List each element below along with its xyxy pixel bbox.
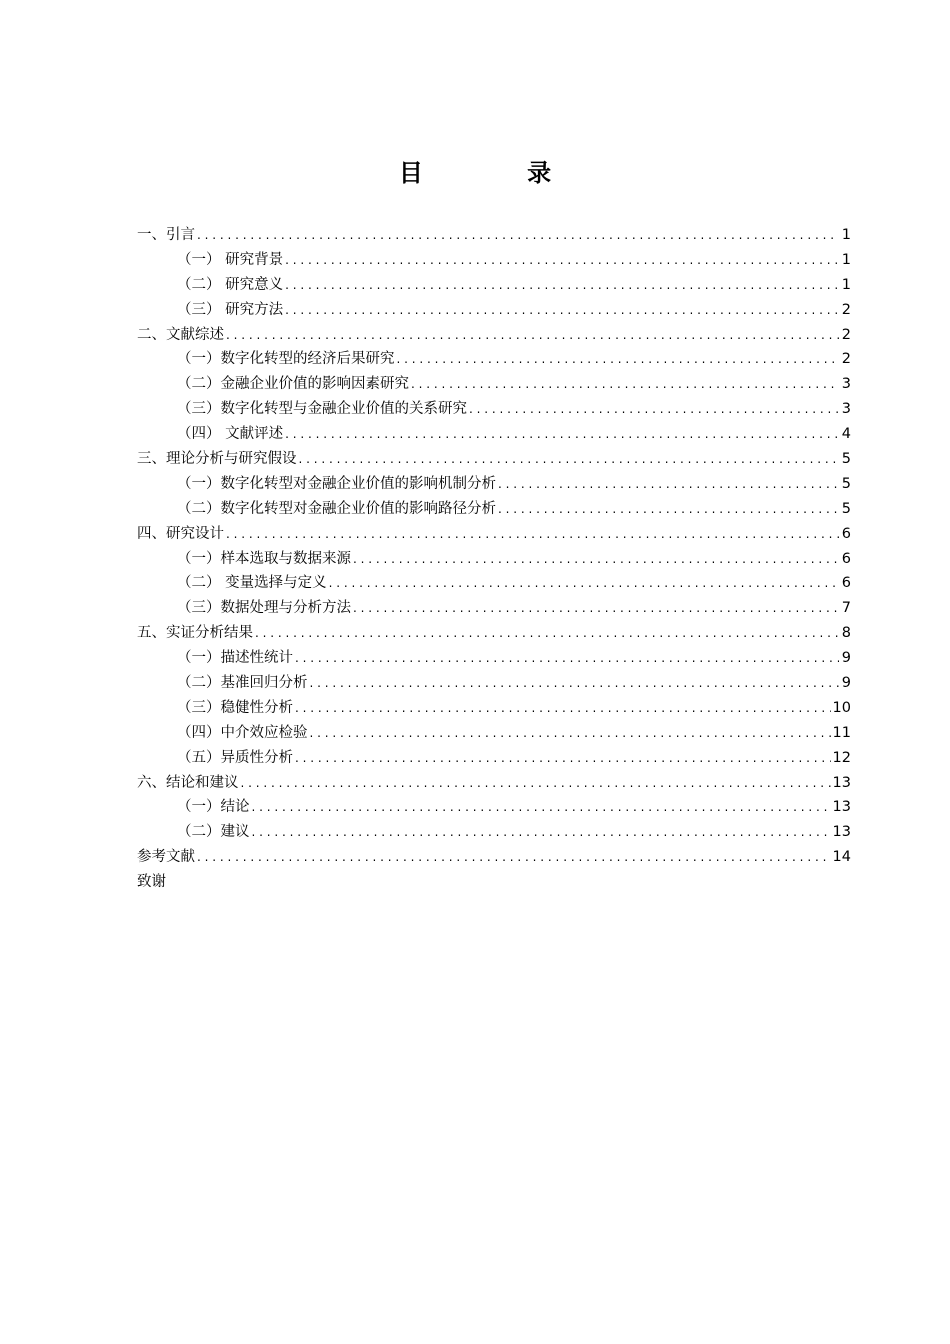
toc-entry-page-number: 7 bbox=[841, 600, 851, 617]
toc-entry-label: 三、理论分析与研究假设 bbox=[137, 451, 297, 468]
toc-entry-page-number: 2 bbox=[841, 301, 851, 318]
dot-leader bbox=[252, 820, 831, 845]
toc-entry-page-number: 13 bbox=[832, 824, 851, 841]
dot-leader bbox=[285, 248, 839, 273]
toc-entry-label: 五、实证分析结果 bbox=[137, 625, 253, 642]
toc-entry-label: （一）数字化转型对金融企业价值的影响机制分析 bbox=[177, 475, 496, 492]
dot-leader bbox=[226, 323, 839, 348]
toc-entry-label: （二） 变量选择与定义 bbox=[177, 575, 327, 592]
toc-entry-label: （三）数据处理与分析方法 bbox=[177, 600, 351, 617]
dot-leader bbox=[310, 721, 831, 746]
toc-entry[interactable] bbox=[137, 522, 851, 547]
toc-entry[interactable] bbox=[137, 248, 851, 273]
toc-entry-page-number: 3 bbox=[841, 376, 851, 393]
dot-leader bbox=[197, 223, 839, 248]
toc-entry-page-number: 9 bbox=[841, 650, 851, 667]
dot-leader bbox=[310, 671, 840, 696]
toc-entry-page-number: 9 bbox=[841, 675, 851, 692]
toc-entry[interactable] bbox=[137, 820, 851, 845]
toc-entry-label: （二）建议 bbox=[177, 824, 250, 841]
dot-leader bbox=[285, 298, 839, 323]
toc-entry-label: 四、研究设计 bbox=[137, 525, 224, 542]
toc-entry[interactable] bbox=[137, 795, 851, 820]
dot-leader bbox=[285, 273, 839, 298]
toc-entry-label: （二）数字化转型对金融企业价值的影响路径分析 bbox=[177, 500, 496, 517]
toc-entry[interactable] bbox=[137, 845, 851, 870]
dot-leader bbox=[226, 522, 839, 547]
dot-leader bbox=[295, 646, 839, 671]
toc-entry-label: （五）异质性分析 bbox=[177, 749, 293, 766]
toc-entry-page-number: 12 bbox=[832, 749, 851, 766]
toc-entry-page-number: 3 bbox=[841, 401, 851, 418]
dot-leader bbox=[197, 845, 831, 870]
toc-entry[interactable] bbox=[137, 696, 851, 721]
toc-entry-page-number: 5 bbox=[841, 451, 851, 468]
toc-entry-page-number: 2 bbox=[841, 351, 851, 368]
toc-entry-page-number: 14 bbox=[832, 849, 851, 866]
toc-entry-label: （一）数字化转型的经济后果研究 bbox=[177, 351, 395, 368]
toc-entry[interactable] bbox=[137, 547, 851, 572]
toc-entry-page-number: 4 bbox=[841, 426, 851, 443]
dot-leader bbox=[295, 746, 831, 771]
toc-entry-label: 六、结论和建议 bbox=[137, 774, 239, 791]
toc-entry[interactable] bbox=[137, 646, 851, 671]
toc-entry[interactable] bbox=[137, 273, 851, 298]
dot-leader bbox=[469, 397, 839, 422]
toc-entry[interactable] bbox=[137, 671, 851, 696]
toc-entry-label: （一）描述性统计 bbox=[177, 650, 293, 667]
dot-leader bbox=[329, 571, 839, 596]
toc-entry[interactable] bbox=[137, 372, 851, 397]
dot-leader bbox=[295, 696, 831, 721]
toc-entry[interactable] bbox=[137, 223, 851, 248]
toc-entry-label: （三）稳健性分析 bbox=[177, 699, 293, 716]
toc-entry-page-number: 6 bbox=[841, 525, 851, 542]
toc-entry-page-number: 2 bbox=[841, 326, 851, 343]
toc-entry-page-number: 5 bbox=[841, 475, 851, 492]
dot-leader bbox=[353, 547, 839, 572]
toc-entry[interactable] bbox=[137, 746, 851, 771]
toc-entry[interactable] bbox=[137, 397, 851, 422]
toc-entry-label: 致谢 bbox=[137, 874, 166, 891]
toc-entry[interactable] bbox=[137, 472, 851, 497]
toc-entry[interactable] bbox=[137, 721, 851, 746]
toc-entry-page-number: 1 bbox=[841, 276, 851, 293]
toc-entry[interactable] bbox=[137, 596, 851, 621]
toc-entry-page-number: 11 bbox=[832, 724, 851, 741]
toc-entry-page-number: 13 bbox=[832, 774, 851, 791]
toc-entry[interactable] bbox=[137, 771, 851, 796]
toc-entry-page-number: 5 bbox=[841, 500, 851, 517]
toc-entry-label: 二、文献综述 bbox=[137, 326, 224, 343]
dot-leader bbox=[353, 596, 839, 621]
toc-entry[interactable] bbox=[137, 323, 851, 348]
toc-entry-label: （三）数字化转型与金融企业价值的关系研究 bbox=[177, 401, 467, 418]
toc-entry[interactable] bbox=[137, 347, 851, 372]
toc-entry-label: （一）样本选取与数据来源 bbox=[177, 550, 351, 567]
toc-entry-page-number: 8 bbox=[841, 625, 851, 642]
toc-entry[interactable] bbox=[137, 447, 851, 472]
dot-leader bbox=[411, 372, 839, 397]
dot-leader bbox=[255, 621, 839, 646]
toc-entry-label: （一）结论 bbox=[177, 799, 250, 816]
toc-entry-page-number: 10 bbox=[832, 699, 851, 716]
toc-entry[interactable] bbox=[137, 497, 851, 522]
toc-entry-page-number: 6 bbox=[841, 575, 851, 592]
toc-entry-label: （四） 文献评述 bbox=[177, 426, 284, 443]
dot-leader bbox=[252, 795, 831, 820]
toc-entry-page-number: 1 bbox=[841, 251, 851, 268]
toc-entry-label: （二）金融企业价值的影响因素研究 bbox=[177, 376, 409, 393]
toc-entry-label: 一、引言 bbox=[137, 227, 195, 243]
toc-entry[interactable] bbox=[137, 571, 851, 596]
toc-entry-label: （四）中介效应检验 bbox=[177, 724, 308, 741]
toc-entry-label: （二） 研究意义 bbox=[177, 276, 284, 293]
dot-leader bbox=[498, 472, 839, 497]
toc-entry-page-number: 13 bbox=[832, 799, 851, 816]
toc-entry[interactable] bbox=[137, 870, 851, 895]
dot-leader bbox=[397, 347, 840, 372]
dot-leader bbox=[299, 447, 840, 472]
toc-entry-label: 参考文献 bbox=[137, 849, 195, 866]
toc-entry-page-number: 6 bbox=[841, 550, 851, 567]
toc-entry[interactable] bbox=[137, 422, 851, 447]
toc-entry[interactable] bbox=[137, 621, 851, 646]
table-of-contents bbox=[137, 223, 851, 895]
toc-entry-label: （二）基准回归分析 bbox=[177, 675, 308, 692]
toc-entry-label: （三） 研究方法 bbox=[177, 301, 284, 318]
dot-leader bbox=[285, 422, 839, 447]
toc-entry-page-number: 1 bbox=[841, 227, 851, 243]
page-title: 目 录 bbox=[398, 159, 600, 187]
toc-entry[interactable] bbox=[137, 298, 851, 323]
dot-leader bbox=[241, 771, 831, 796]
dot-leader bbox=[498, 497, 839, 522]
toc-entry-label: （一） 研究背景 bbox=[177, 251, 284, 268]
